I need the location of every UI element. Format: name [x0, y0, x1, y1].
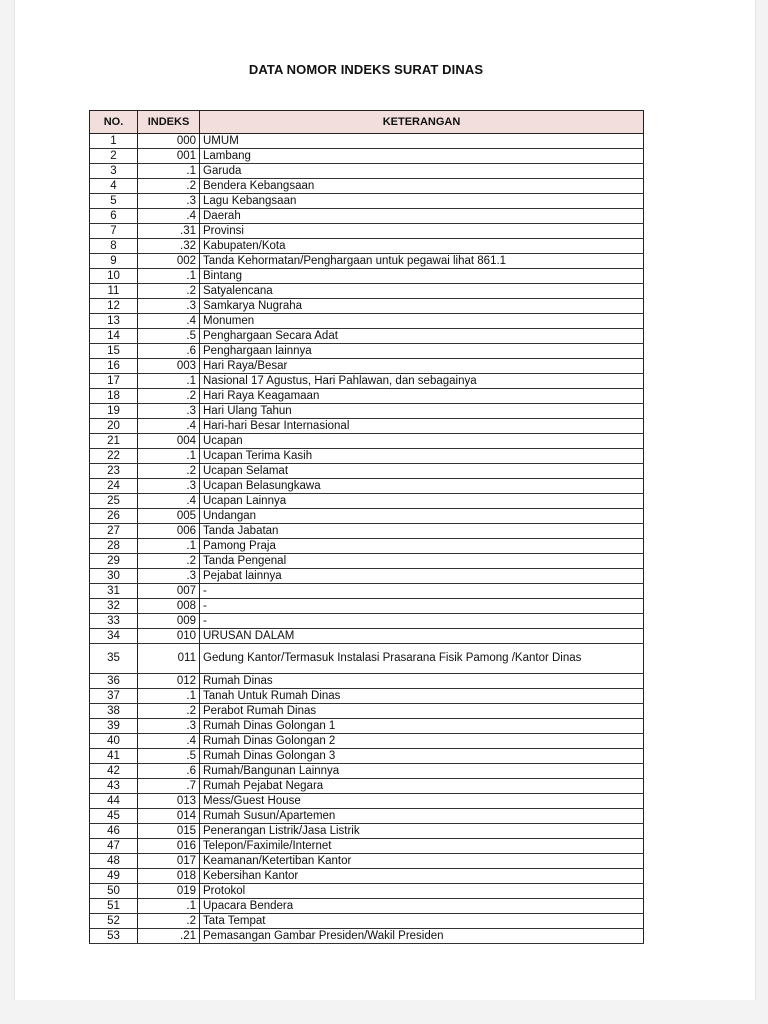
table-row: [90, 494, 644, 509]
table-header-row: [90, 111, 644, 134]
cell-keterangan: Undangan: [200, 509, 644, 524]
table-row: [90, 569, 644, 584]
table-row: [90, 824, 644, 839]
table-row: [90, 764, 644, 779]
table-row: [90, 914, 644, 929]
cell-keterangan: Lagu Kebangsaan: [200, 194, 644, 209]
table-row: [90, 584, 644, 599]
cell-indeks: .3: [138, 569, 200, 584]
cell-indeks: 010: [138, 629, 200, 644]
cell-no: 42: [90, 764, 138, 779]
document-page: [14, 0, 756, 1000]
cell-keterangan: URUSAN DALAM: [200, 629, 644, 644]
cell-keterangan: Kabupaten/Kota: [200, 239, 644, 254]
cell-keterangan: Penghargaan Secara Adat: [200, 329, 644, 344]
table-row: [90, 869, 644, 884]
cell-indeks: .2: [138, 179, 200, 194]
cell-keterangan: -: [200, 599, 644, 614]
cell-indeks: .2: [138, 554, 200, 569]
cell-keterangan: Penerangan Listrik/Jasa Listrik: [200, 824, 644, 839]
cell-indeks: 017: [138, 854, 200, 869]
cell-no: 47: [90, 839, 138, 854]
cell-no: 43: [90, 779, 138, 794]
cell-no: 20: [90, 419, 138, 434]
cell-keterangan: Daerah: [200, 209, 644, 224]
cell-keterangan: Ucapan Lainnya: [200, 494, 644, 509]
cell-indeks: .2: [138, 389, 200, 404]
cell-no: 48: [90, 854, 138, 869]
cell-keterangan: Nasional 17 Agustus, Hari Pahlawan, dan sebagainya: [200, 374, 644, 389]
cell-no: 32: [90, 599, 138, 614]
cell-no: 28: [90, 539, 138, 554]
cell-no: 52: [90, 914, 138, 929]
table-row: [90, 404, 644, 419]
cell-keterangan: Rumah/Bangunan Lainnya: [200, 764, 644, 779]
table-row: [90, 344, 644, 359]
cell-keterangan: Ucapan Selamat: [200, 464, 644, 479]
table-row: [90, 629, 644, 644]
table-row: [90, 434, 644, 449]
header-indeks: INDEKS: [138, 111, 200, 134]
cell-indeks: .1: [138, 449, 200, 464]
table-row: [90, 599, 644, 614]
cell-keterangan: Keamanan/Ketertiban Kantor: [200, 854, 644, 869]
cell-indeks: .31: [138, 224, 200, 239]
table-row: [90, 749, 644, 764]
cell-no: 51: [90, 899, 138, 914]
table-row: [90, 134, 644, 149]
cell-no: 19: [90, 404, 138, 419]
cell-indeks: .2: [138, 704, 200, 719]
cell-no: 39: [90, 719, 138, 734]
cell-no: 27: [90, 524, 138, 539]
cell-keterangan: Hari-hari Besar Internasional: [200, 419, 644, 434]
cell-indeks: 001: [138, 149, 200, 164]
table-row: [90, 209, 644, 224]
cell-indeks: .6: [138, 764, 200, 779]
cell-no: 34: [90, 629, 138, 644]
table-row: [90, 284, 644, 299]
table-row: [90, 239, 644, 254]
cell-indeks: 002: [138, 254, 200, 269]
cell-indeks: 009: [138, 614, 200, 629]
table-row: [90, 359, 644, 374]
table-body: [90, 134, 644, 944]
cell-indeks: .1: [138, 689, 200, 704]
cell-no: 22: [90, 449, 138, 464]
cell-no: 6: [90, 209, 138, 224]
cell-no: 23: [90, 464, 138, 479]
cell-no: 12: [90, 299, 138, 314]
cell-no: 29: [90, 554, 138, 569]
cell-indeks: 000: [138, 134, 200, 149]
table-row: [90, 929, 644, 944]
table-row: [90, 194, 644, 209]
cell-indeks: .1: [138, 269, 200, 284]
cell-no: 10: [90, 269, 138, 284]
cell-keterangan: Bintang: [200, 269, 644, 284]
table-row: [90, 254, 644, 269]
cell-no: 25: [90, 494, 138, 509]
cell-no: 7: [90, 224, 138, 239]
cell-indeks: 005: [138, 509, 200, 524]
cell-indeks: .3: [138, 479, 200, 494]
table-row: [90, 149, 644, 164]
cell-no: 2: [90, 149, 138, 164]
table-row: [90, 614, 644, 629]
cell-no: 1: [90, 134, 138, 149]
table-row: [90, 779, 644, 794]
cell-indeks: .5: [138, 749, 200, 764]
cell-no: 4: [90, 179, 138, 194]
cell-keterangan: -: [200, 614, 644, 629]
cell-keterangan: Rumah Dinas Golongan 3: [200, 749, 644, 764]
cell-keterangan: Rumah Dinas Golongan 1: [200, 719, 644, 734]
table-row: [90, 674, 644, 689]
cell-no: 30: [90, 569, 138, 584]
table-row: [90, 854, 644, 869]
cell-indeks: 004: [138, 434, 200, 449]
cell-indeks: .1: [138, 899, 200, 914]
document-title: DATA NOMOR INDEKS SURAT DINAS: [248, 62, 484, 77]
cell-keterangan: -: [200, 584, 644, 599]
cell-keterangan: Rumah Dinas: [200, 674, 644, 689]
cell-indeks: 007: [138, 584, 200, 599]
cell-indeks: 008: [138, 599, 200, 614]
cell-keterangan: Satyalencana: [200, 284, 644, 299]
cell-no: 38: [90, 704, 138, 719]
cell-no: 24: [90, 479, 138, 494]
cell-keterangan: Bendera Kebangsaan: [200, 179, 644, 194]
header-no: NO.: [90, 111, 138, 134]
cell-keterangan: Gedung Kantor/Termasuk Instalasi Prasarana Fisik Pamong /Kantor Dinas: [200, 644, 644, 674]
cell-no: 31: [90, 584, 138, 599]
cell-indeks: .2: [138, 284, 200, 299]
cell-keterangan: UMUM: [200, 134, 644, 149]
cell-keterangan: Perabot Rumah Dinas: [200, 704, 644, 719]
cell-indeks: .3: [138, 194, 200, 209]
cell-indeks: .1: [138, 374, 200, 389]
cell-keterangan: Mess/Guest House: [200, 794, 644, 809]
cell-indeks: 014: [138, 809, 200, 824]
table-row: [90, 524, 644, 539]
header-keterangan: KETERANGAN: [200, 111, 644, 134]
cell-no: 11: [90, 284, 138, 299]
cell-keterangan: Provinsi: [200, 224, 644, 239]
cell-indeks: .2: [138, 914, 200, 929]
table-row: [90, 389, 644, 404]
cell-indeks: .3: [138, 404, 200, 419]
table-row: [90, 269, 644, 284]
cell-no: 49: [90, 869, 138, 884]
cell-keterangan: Ucapan: [200, 434, 644, 449]
cell-indeks: .4: [138, 314, 200, 329]
table-row: [90, 314, 644, 329]
cell-indeks: .4: [138, 209, 200, 224]
cell-no: 5: [90, 194, 138, 209]
cell-keterangan: Ucapan Terima Kasih: [200, 449, 644, 464]
cell-indeks: .3: [138, 719, 200, 734]
cell-no: 33: [90, 614, 138, 629]
cell-keterangan: Ucapan Belasungkawa: [200, 479, 644, 494]
cell-keterangan: Rumah Pejabat Negara: [200, 779, 644, 794]
cell-keterangan: Upacara Bendera: [200, 899, 644, 914]
table-row: [90, 479, 644, 494]
cell-no: 44: [90, 794, 138, 809]
cell-keterangan: Hari Raya/Besar: [200, 359, 644, 374]
cell-no: 46: [90, 824, 138, 839]
cell-indeks: 019: [138, 884, 200, 899]
cell-keterangan: Samkarya Nugraha: [200, 299, 644, 314]
cell-keterangan: Garuda: [200, 164, 644, 179]
table-row: [90, 809, 644, 824]
table-row: [90, 374, 644, 389]
cell-keterangan: Pemasangan Gambar Presiden/Wakil Presiden: [200, 929, 644, 944]
cell-no: 41: [90, 749, 138, 764]
cell-no: 21: [90, 434, 138, 449]
cell-keterangan: Rumah Susun/Apartemen: [200, 809, 644, 824]
cell-indeks: .21: [138, 929, 200, 944]
cell-keterangan: Protokol: [200, 884, 644, 899]
table-row: [90, 509, 644, 524]
cell-no: 9: [90, 254, 138, 269]
cell-indeks: .1: [138, 539, 200, 554]
cell-indeks: 015: [138, 824, 200, 839]
table-row: [90, 179, 644, 194]
cell-keterangan: Hari Ulang Tahun: [200, 404, 644, 419]
cell-no: 35: [90, 644, 138, 674]
cell-no: 50: [90, 884, 138, 899]
cell-indeks: .1: [138, 164, 200, 179]
cell-keterangan: Kebersihan Kantor: [200, 869, 644, 884]
cell-indeks: 016: [138, 839, 200, 854]
cell-keterangan: Tata Tempat: [200, 914, 644, 929]
table-row: [90, 689, 644, 704]
table-row: [90, 899, 644, 914]
cell-keterangan: Tanda Kehormatan/Penghargaan untuk pegawai lihat 861.1: [200, 254, 644, 269]
table-row: [90, 644, 644, 674]
table-row: [90, 164, 644, 179]
cell-keterangan: Tanah Untuk Rumah Dinas: [200, 689, 644, 704]
cell-indeks: 011: [138, 644, 200, 674]
table-row: [90, 734, 644, 749]
cell-keterangan: Lambang: [200, 149, 644, 164]
index-table: [89, 110, 644, 944]
cell-no: 14: [90, 329, 138, 344]
cell-indeks: .3: [138, 299, 200, 314]
cell-no: 16: [90, 359, 138, 374]
table-row: [90, 419, 644, 434]
cell-keterangan: Pejabat lainnya: [200, 569, 644, 584]
table-row: [90, 224, 644, 239]
cell-indeks: .32: [138, 239, 200, 254]
cell-indeks: 012: [138, 674, 200, 689]
cell-no: 3: [90, 164, 138, 179]
cell-no: 45: [90, 809, 138, 824]
table-row: [90, 704, 644, 719]
cell-indeks: 006: [138, 524, 200, 539]
cell-no: 36: [90, 674, 138, 689]
cell-no: 53: [90, 929, 138, 944]
table-row: [90, 554, 644, 569]
table-row: [90, 464, 644, 479]
cell-no: 13: [90, 314, 138, 329]
cell-indeks: .7: [138, 779, 200, 794]
cell-keterangan: Monumen: [200, 314, 644, 329]
cell-no: 8: [90, 239, 138, 254]
table-row: [90, 884, 644, 899]
cell-no: 15: [90, 344, 138, 359]
cell-keterangan: Telepon/Faximile/Internet: [200, 839, 644, 854]
cell-keterangan: Rumah Dinas Golongan 2: [200, 734, 644, 749]
cell-indeks: 013: [138, 794, 200, 809]
table-row: [90, 839, 644, 854]
cell-no: 18: [90, 389, 138, 404]
cell-indeks: .4: [138, 734, 200, 749]
cell-no: 26: [90, 509, 138, 524]
table-row: [90, 449, 644, 464]
cell-indeks: .4: [138, 494, 200, 509]
cell-indeks: .6: [138, 344, 200, 359]
cell-indeks: .2: [138, 464, 200, 479]
cell-keterangan: Tanda Pengenal: [200, 554, 644, 569]
cell-no: 17: [90, 374, 138, 389]
table-row: [90, 539, 644, 554]
cell-keterangan: Tanda Jabatan: [200, 524, 644, 539]
table-row: [90, 794, 644, 809]
table-row: [90, 719, 644, 734]
cell-indeks: .5: [138, 329, 200, 344]
cell-no: 40: [90, 734, 138, 749]
table-row: [90, 299, 644, 314]
cell-keterangan: Hari Raya Keagamaan: [200, 389, 644, 404]
cell-keterangan: Penghargaan lainnya: [200, 344, 644, 359]
table-row: [90, 329, 644, 344]
cell-indeks: .4: [138, 419, 200, 434]
cell-indeks: 018: [138, 869, 200, 884]
cell-keterangan: Pamong Praja: [200, 539, 644, 554]
cell-no: 37: [90, 689, 138, 704]
cell-indeks: 003: [138, 359, 200, 374]
